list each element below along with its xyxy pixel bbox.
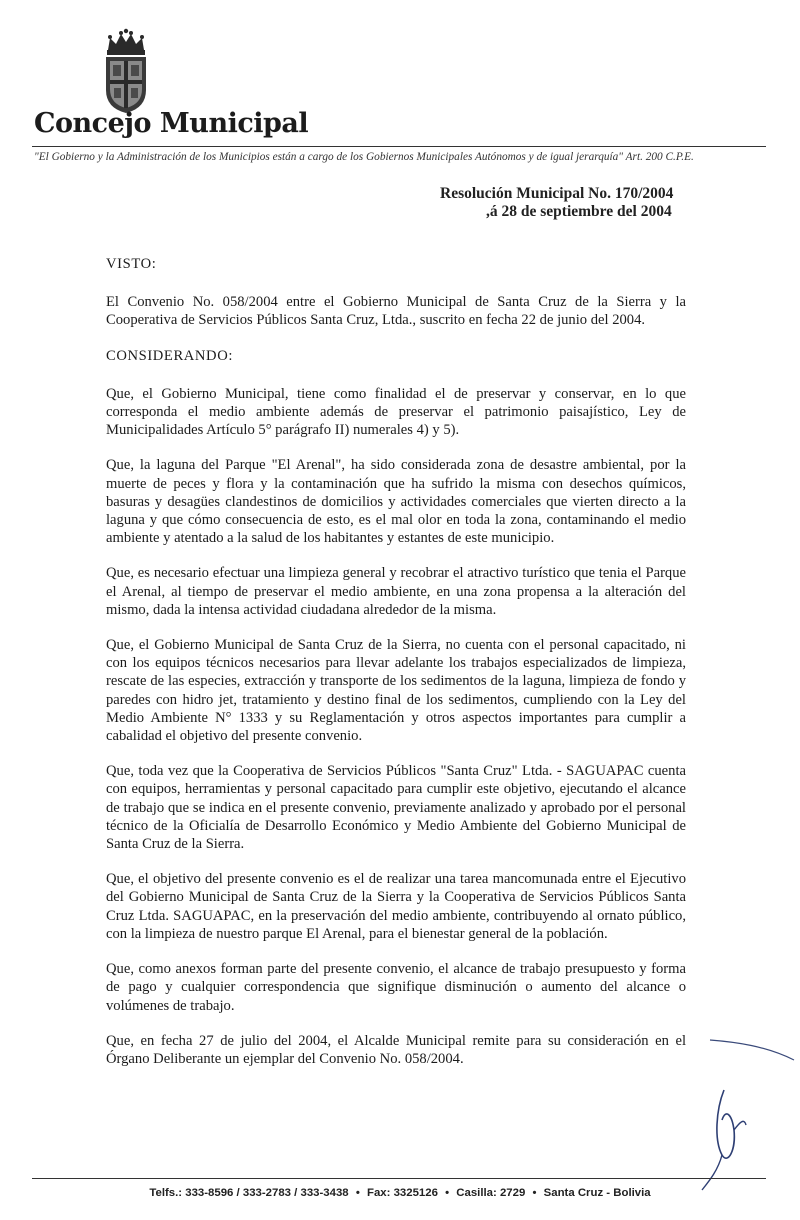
considerando-paragraph: Que, el objetivo del presente convenio es el de realizar una tarea mancomunada entre el Ejecutivo del Gobierno Municipal de Santa Cruz de la Sierra y la Cooperativa de Servicios Públicos Santa Cruz Ltda. SAGUAPAC, en la preservación del medio ambiente, contribuyendo al ornato público, con la limpieza de nuestro parque El Arenal, para el bienestar general de la población.	[106, 871, 686, 942]
considerando-paragraph: Que, el Gobierno Municipal de Santa Cruz de la Sierra, no cuenta con el personal capacitado, ni con los equipos técnicos necesarios para llevar adelante los trabajos especializados de limpieza, rescate de las especies, extracción y transporte de los sedimentos de la laguna, limpieza de fondo y paredes con hidro jet, tratamiento y destino final de los sedimentos, cumpliendo con la Ley del Medio Ambiente N° 1333 y su Reglamentación y otros aspectos importantes para cumplir a cabalidad el objetivo del presente convenio.	[106, 637, 686, 745]
considerando-paragraph: Que, el Gobierno Municipal, tiene como finalidad el de preservar y conservar, en lo que corresponda el medio ambiente además de preservar el patrimonio paisajístico, Ley de Municipalidades Artículo 5° parágrafo II) numerales 4) y 5).	[106, 385, 686, 439]
considerando-heading: CONSIDERANDO:	[106, 347, 233, 364]
considerando-paragraph: Que, la laguna del Parque "El Arenal", ha sido considerada zona de desastre ambiental, por la muerte de peces y flora y la contaminación que ha sufrido la misma con desechos químicos, basuras y desagües clandestinos de domicilios y actividades comerciales que vierten directo a la laguna y que cómo consecuencia de esto, es el mal olor en toda la zona, contaminando el medio ambiente y atentado a la salud de los habitantes y estantes de este municipio.	[106, 457, 686, 547]
resolution-date: ,á 28 de septiembre del 2004	[486, 203, 672, 220]
considerando-paragraph: Que, toda vez que la Cooperativa de Servicios Públicos "Santa Cruz" Ltda. - SAGUAPAC cuenta con equipos, herramientas y personal capacitado para cumplir este objetivo, ejecutando el alcance de trabajo que se indica en el presente convenio, previamente analizado y aprobado por el personal técnico de la Oficialía de Desarrollo Económico y Medio Ambiente del Gobierno Municipal de Santa Cruz de la Sierra.	[106, 763, 686, 853]
document-body	[106, 255, 686, 1085]
resolution-number: Resolución Municipal No. 170/2004	[440, 185, 674, 202]
visto-paragraph: El Convenio No. 058/2004 entre el Gobierno Municipal de Santa Cruz de la Sierra y la Cooperativa de Servicios Públicos Santa Cruz, Ltda., suscrito en fecha 22 de junio del 2004.	[106, 294, 686, 329]
footer-divider	[32, 1178, 766, 1179]
coat-of-arms-icon	[100, 28, 152, 114]
footer-casilla: Casilla: 2729	[456, 1187, 526, 1199]
footer-fax: Fax: 3325126	[366, 1187, 438, 1199]
considerando-paragraph: Que, como anexos forman parte del presente convenio, el alcance de trabajo presupuesto y forma de pago y cualquier correspondencia que signifique disminución o aumento del alcance o volúmenes de trabajo.	[106, 961, 686, 1014]
header-motto: "El Gobierno y la Administración de los Municipios están a cargo de los Gobiernos Municipales Autónomos y de igual jerarquía" Art. 200 C.P.E.	[34, 151, 694, 163]
header-divider	[32, 146, 766, 147]
handwritten-signature-icon	[696, 1030, 796, 1200]
footer-location: Santa Cruz - Bolivia	[543, 1187, 651, 1199]
footer-phones: Telfs.: 333-8596 / 333-2783 / 333-3438	[149, 1187, 349, 1199]
considerando-paragraph: Que, es necesario efectuar una limpieza general y recobrar el atractivo turístico que tenia el Parque el Arenal, al tiempo de preservar el medio ambiente, en una zona propensa a la alteración del mismo, dada la intensa actividad ciudadana alrededor de la misma.	[106, 565, 686, 618]
footer-contact: Telfs.: 333-8596 / 333-2783 / 333-3438 • Fax: 3325126 • Casilla: 2729 • Santa Cruz - Bolivia	[149, 1187, 651, 1199]
considerando-paragraph: Que, en fecha 27 de julio del 2004, el Alcalde Municipal remite para su consideración en el Órgano Deliberante un ejemplar del Convenio No. 058/2004.	[106, 1032, 686, 1067]
visto-heading: VISTO:	[106, 256, 157, 272]
resolution-block	[440, 185, 690, 221]
organization-name: Concejo Municipal	[34, 108, 309, 139]
